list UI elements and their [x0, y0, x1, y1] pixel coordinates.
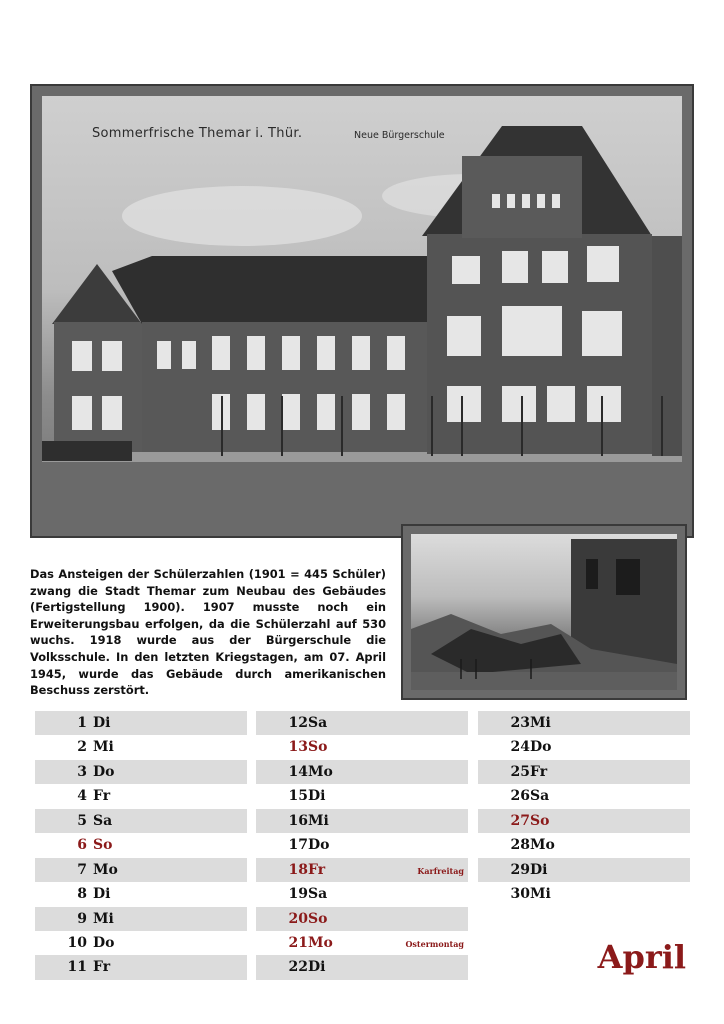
- day-number: 26: [510, 788, 530, 805]
- weekday-label: Sa: [530, 788, 550, 805]
- school-building-illustration: [42, 96, 682, 526]
- calendar-day-row: [35, 931, 247, 955]
- weekday-label: Mi: [530, 715, 551, 731]
- calendar-day-row: [35, 784, 247, 808]
- calendar-day-row: [478, 809, 690, 833]
- day-number: 17: [288, 837, 308, 854]
- weekday-label: So: [308, 739, 328, 756]
- weekday-label: Fr: [93, 788, 111, 805]
- calendar-day-row: [256, 784, 468, 808]
- day-number: 5: [77, 812, 87, 829]
- day-number: 28: [510, 837, 530, 854]
- weekday-label: So: [530, 812, 550, 829]
- calendar-day-row: [35, 833, 247, 857]
- day-number: 30: [510, 886, 530, 903]
- weekday-label: Sa: [308, 886, 328, 903]
- calendar-column-1: [35, 711, 247, 980]
- calendar-day-row: [478, 760, 690, 784]
- calendar-day-row: [256, 833, 468, 857]
- calendar-day-row: [35, 809, 247, 833]
- day-number: 14: [288, 763, 308, 780]
- day-number: 21: [288, 934, 308, 951]
- weekday-label: So: [308, 910, 328, 927]
- calendar-day-row: [256, 735, 468, 759]
- weekday-label: Mo: [308, 934, 333, 951]
- weekday-label: So: [93, 837, 113, 854]
- weekday-label: Mi: [93, 739, 114, 756]
- calendar-day-row: [35, 955, 247, 979]
- day-number: 11: [67, 959, 87, 976]
- calendar-day-row: [256, 931, 468, 955]
- calendar-day-row: [256, 760, 468, 784]
- day-number: 15: [288, 788, 308, 805]
- weekday-label: Di: [530, 861, 548, 878]
- calendar-day-row: [256, 907, 468, 931]
- day-number: 18: [288, 861, 308, 878]
- weekday-label: Fr: [93, 959, 111, 976]
- day-number: 6: [77, 837, 87, 854]
- weekday-label: Di: [308, 959, 326, 976]
- weekday-label: Di: [308, 788, 326, 805]
- calendar-day-row: [256, 711, 468, 735]
- calendar-day-row: [478, 833, 690, 857]
- holiday-note: Karfreitag: [417, 865, 464, 876]
- day-number: 3: [77, 763, 87, 780]
- day-number: 29: [510, 861, 530, 878]
- calendar-day-row: [256, 955, 468, 979]
- day-number: 25: [510, 763, 530, 780]
- weekday-label: Do: [93, 763, 115, 780]
- weekday-label: Sa: [308, 715, 328, 731]
- calendar-day-row: [35, 760, 247, 784]
- weekday-label: Di: [93, 886, 111, 903]
- calendar-column-2: [256, 711, 468, 980]
- day-number: 16: [288, 812, 308, 829]
- day-number: 10: [67, 934, 87, 951]
- weekday-label: Mi: [93, 910, 114, 927]
- month-title: April: [597, 938, 686, 976]
- calendar-day-row: [35, 735, 247, 759]
- weekday-label: Fr: [530, 763, 548, 780]
- weekday-label: Mi: [308, 812, 329, 829]
- day-number: 13: [288, 739, 308, 756]
- day-number: 12: [288, 715, 308, 731]
- calendar-day-row: [35, 882, 247, 906]
- calendar-day-row: [478, 882, 690, 906]
- calendar-day-row: [478, 784, 690, 808]
- calendar-day-row: [35, 858, 247, 882]
- weekday-label: Mo: [530, 837, 555, 854]
- weekday-label: Mi: [530, 886, 551, 903]
- weekday-label: Di: [93, 715, 111, 731]
- day-number: 9: [77, 910, 87, 927]
- day-number: 20: [288, 910, 308, 927]
- day-number: 27: [510, 812, 530, 829]
- calendar-day-row: [256, 882, 468, 906]
- day-number: 8: [77, 886, 87, 903]
- day-number: 2: [77, 739, 87, 756]
- calendar-day-row: [35, 907, 247, 931]
- calendar-day-row: [478, 711, 690, 735]
- photo-caption-building: Neue Bürgerschule: [354, 130, 445, 141]
- day-number: 23: [510, 715, 530, 731]
- ruins-photo: [411, 534, 677, 690]
- day-number: 7: [77, 861, 87, 878]
- history-text: Das Ansteigen der Schülerzahlen (1901 = 445 Schüler) zwang die Stadt Themar zum Neubau des Gebäudes (Fertigstellung 1900). 1907 musste noch ein Erweiterungsbau erfolgen, da die Schülerzahl auf 530 wuchs. 1918 wurde aus der Bürgerschule die Volksschule. In den letzten Kriegstagen, am 07. April 1945, wurde das Gebäude durch amerikanischen Beschuss zerstört.: [30, 567, 386, 698]
- weekday-label: Sa: [93, 812, 113, 829]
- day-number: 4: [77, 788, 87, 805]
- small-photo-frame: [401, 524, 687, 700]
- holiday-note: Ostermontag: [405, 938, 464, 949]
- calendar-day-row: [478, 858, 690, 882]
- weekday-label: Do: [93, 934, 115, 951]
- calendar-day-row: [256, 809, 468, 833]
- calendar-column-3: [478, 711, 690, 907]
- day-number: 24: [510, 739, 530, 756]
- weekday-label: Do: [530, 739, 552, 756]
- weekday-label: Do: [308, 837, 330, 854]
- weekday-label: Mo: [93, 861, 118, 878]
- weekday-label: Fr: [308, 861, 326, 878]
- photo-caption-place: Sommerfrische Themar i. Thür.: [92, 126, 303, 141]
- calendar-day-row: [35, 711, 247, 735]
- day-number: 1: [77, 715, 87, 731]
- school-photo: [42, 96, 682, 526]
- main-photo-frame: [30, 84, 694, 538]
- day-number: 22: [288, 959, 308, 976]
- calendar-day-row: [256, 858, 468, 882]
- day-number: 19: [288, 886, 308, 903]
- ruins-illustration: [411, 534, 677, 690]
- weekday-label: Mo: [308, 763, 333, 780]
- calendar-day-row: [478, 735, 690, 759]
